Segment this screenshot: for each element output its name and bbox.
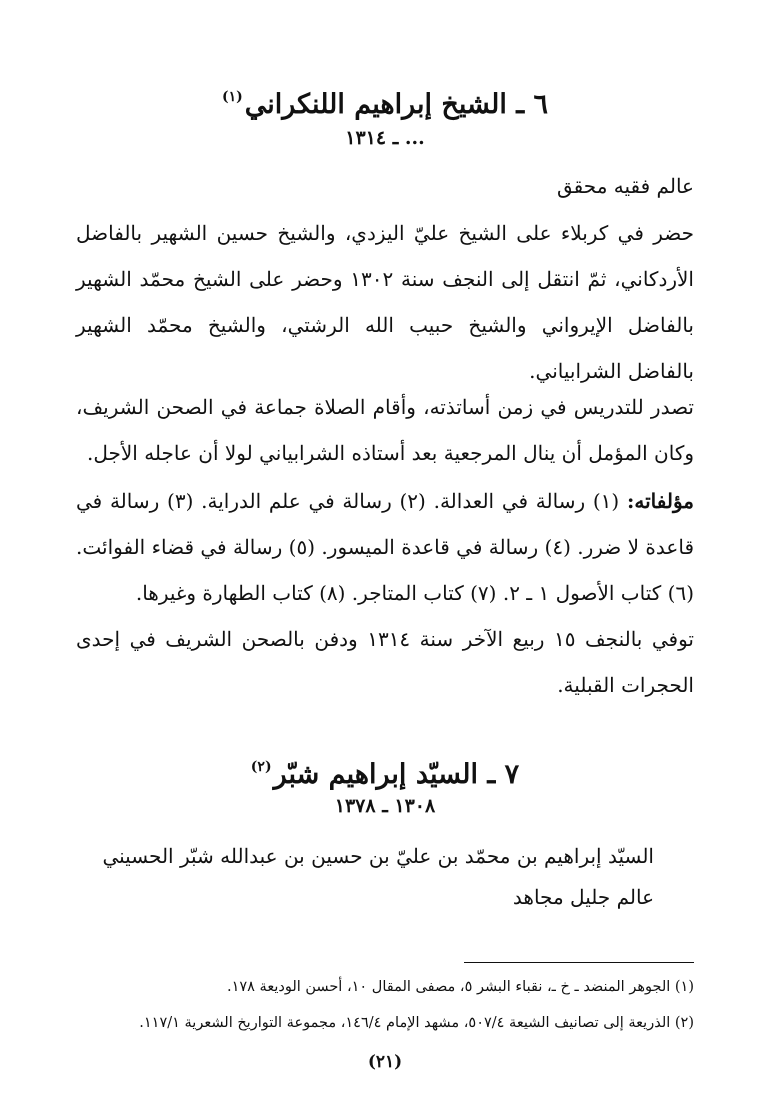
footnote-ref-2: (٢) xyxy=(250,759,272,776)
entry-6-death: توفي بالنجف ١٥ ربيع الآخر سنة ١٣١٤ ودفن بالصحن الشريف في إحدى الحجرات القبلية. xyxy=(76,627,694,697)
entry-6-title xyxy=(0,89,770,121)
footnote-1: (١) الجوهر المنضد ـ خ ـ، نقباء البشر ٥، مصفى المقال ١٠، أحسن الوديعة ١٧٨. xyxy=(226,979,694,995)
page-number: (٢١) xyxy=(367,1052,403,1072)
entry-7-lineage: السيّد إبراهيم بن محمّد بن عليّ بن حسين بن عبدالله شبّر الحسيني xyxy=(102,844,654,868)
entry-6-paragraph-2: تصدر للتدريس في زمن أساتذته، وأقام الصلاة جماعة في الصحن الشريف، وكان المؤمل أن ينال المرجعية بعد أستاذه الشرابياني لولا أن عاجله الأجل. xyxy=(76,395,694,465)
works-list: (١) رسالة في العدالة. (٢) رسالة في علم الدراية. (٣) رسالة في قاعدة لا ضرر. (٤) رسالة في قاعدة الميسور. (٥) رسالة في قضاء الفوائت. (٦) كتاب الأصول ١ ـ ٢. (٧) كتاب المتاجر. (٨) كتاب الطهارة وغيرها. xyxy=(76,489,694,605)
entry-6-paragraph-1: حضر في كربلاء على الشيخ عليّ اليزدي، والشيخ حسين الشهير بالفاضل الأردكاني، ثمّ انتقل إلى النجف سنة ١٣٠٢ وحضر على الشيخ محمّد الشهير بالفاضل الإيرواني والشيخ حبيب الله الرشتي، والشيخ محمّد الشهير بالفاضل الشرابياني. xyxy=(76,221,694,383)
footnote-rule xyxy=(464,962,694,963)
footnote-ref-1: (١) xyxy=(221,89,243,106)
entry-6-tagline: عالم فقيه محقق xyxy=(556,174,694,198)
entry-7-tagline: عالم جليل مجاهد xyxy=(512,885,654,909)
entry-6-works xyxy=(76,478,694,616)
entry-6-dates: ... ـ ١٣١٤ xyxy=(345,127,425,149)
entry-7-title xyxy=(0,759,770,791)
works-label: مؤلفاته: xyxy=(626,489,694,513)
footnote-2: (٢) الذريعة إلى تصانيف الشيعة ٥٠٧/٤، مشهد الإمام ١٤٦/٤، مجموعة التواريخ الشعرية ١١٧/١. xyxy=(139,1015,694,1031)
entry-6-title-text: ٦ ـ الشيخ إبراهيم اللنكراني xyxy=(244,89,549,121)
entry-7-title-text: ٧ ـ السيّد إبراهيم شبّر xyxy=(273,759,520,791)
entry-7-dates: ١٣٠٨ ـ ١٣٧٨ xyxy=(334,795,436,817)
